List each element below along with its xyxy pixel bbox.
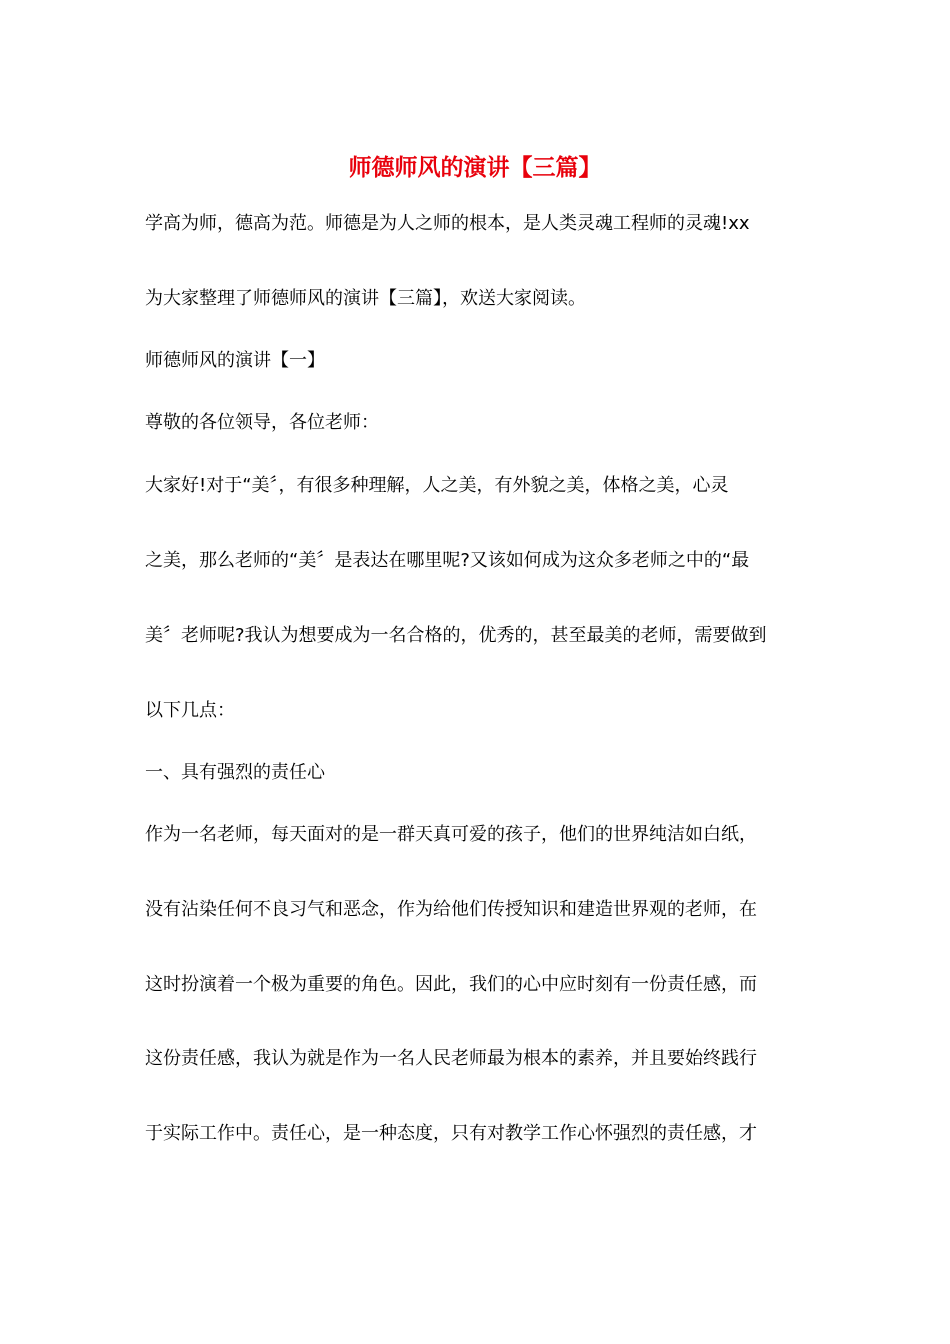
document-title: 师德师风的演讲【三篇】 [348,154,602,181]
body-line-12: 这时扮演着一个极为重要的角色。因此，我们的心中应时刻有一份责任感，而 [145,974,757,995]
body-line-6: 之美，那么老师的“美〞是表达在哪里呢?又该如何成为这众多老师之中的“最 [145,550,750,571]
body-line-1: 学高为师，德高为范。师德是为人之师的根本，是人类灵魂工程师的灵魂!xx [145,213,750,234]
salutation: 尊敬的各位领导，各位老师： [145,412,379,433]
body-line-10: 作为一名老师，每天面对的是一群天真可爱的孩子，他们的世界纯洁如白纸， [145,824,757,845]
body-line-14: 于实际工作中。责任心，是一种态度，只有对教学工作心怀强烈的责任感，才 [145,1123,757,1144]
body-line-7: 美〞老师呢?我认为想要成为一名合格的，优秀的，甚至最美的老师，需要做到 [145,625,767,646]
section-heading: 师德师风的演讲【一】 [145,350,325,371]
body-line-2: 为大家整理了师德师风的演讲【三篇】，欢送大家阅读。 [145,288,586,309]
body-line-11: 没有沾染任何不良习气和恶念，作为给他们传授知识和建造世界观的老师，在 [145,899,757,920]
body-line-5: 大家好!对于“美〞，有很多种理解，人之美，有外貌之美，体格之美，心灵 [145,475,729,496]
subheading-responsibility: 一、具有强烈的责任心 [145,762,325,783]
body-line-8: 以下几点： [145,700,235,721]
body-line-13: 这份责任感，我认为就是作为一名人民老师最为根本的素养，并且要始终践行 [145,1048,757,1069]
